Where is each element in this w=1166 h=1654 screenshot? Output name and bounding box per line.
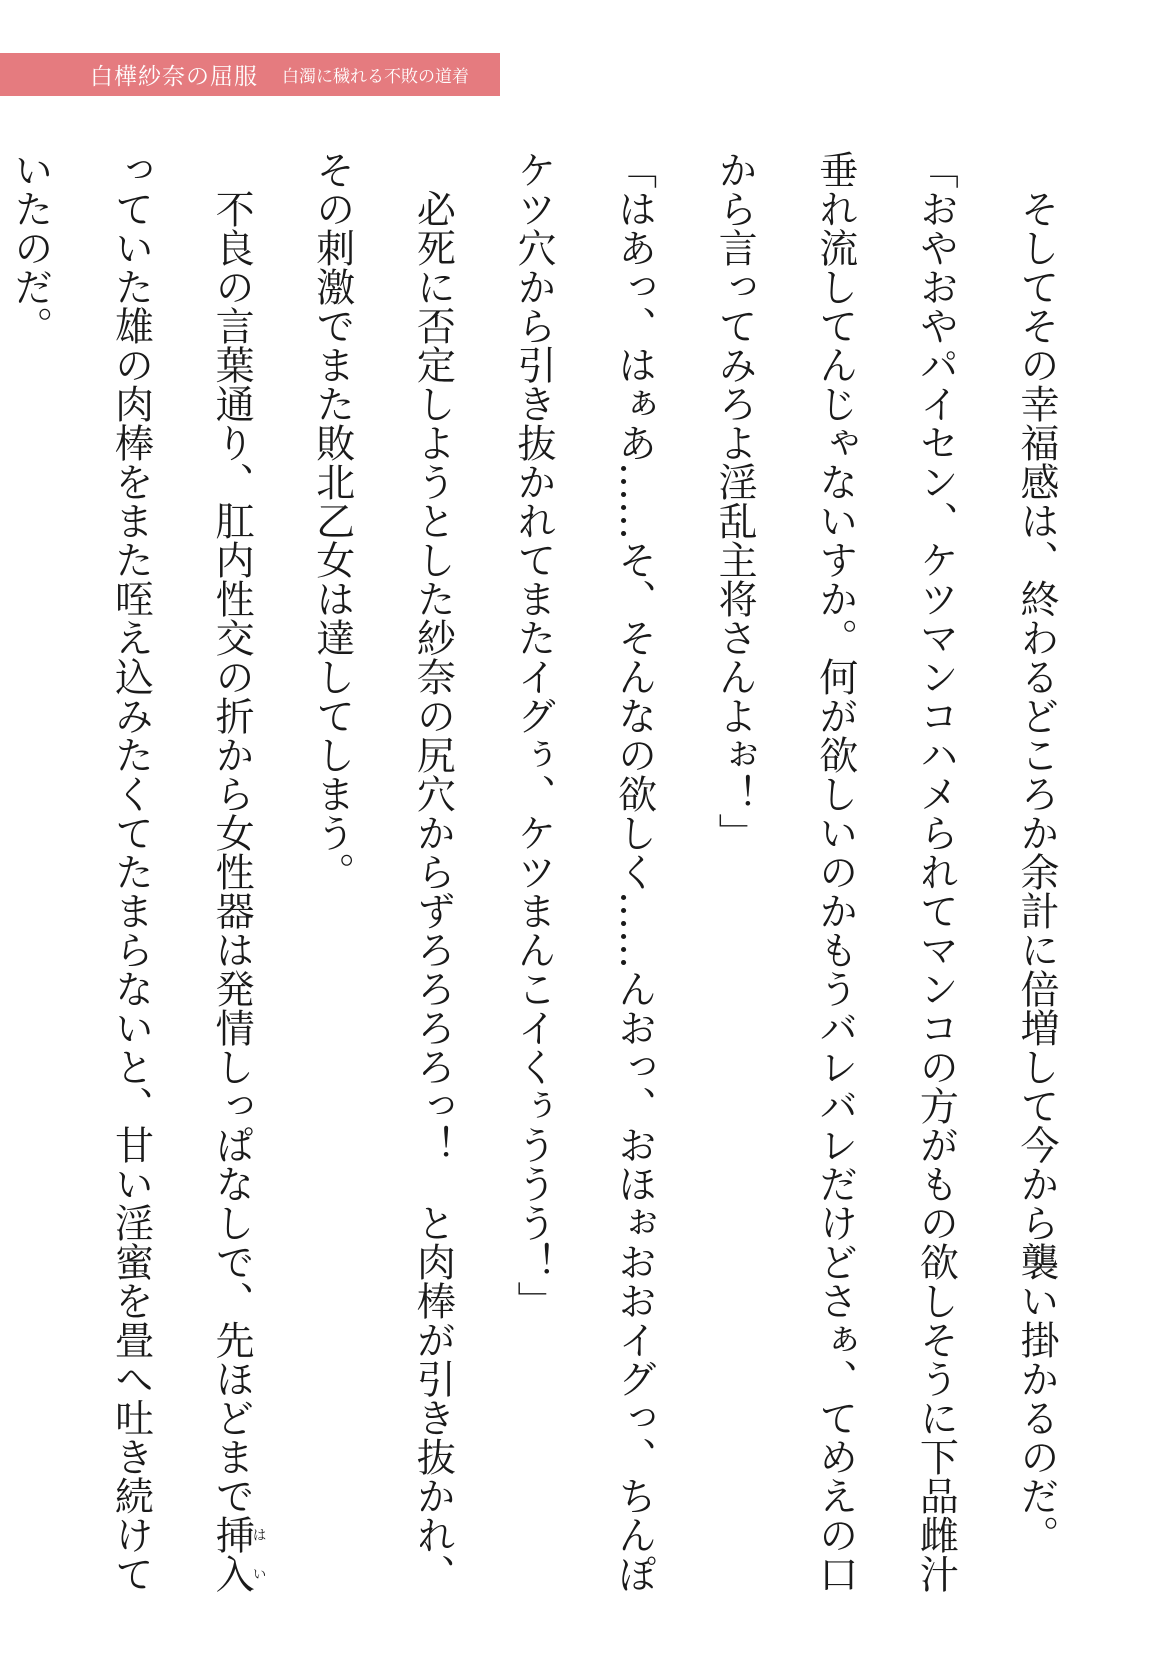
paragraph-narration: そしてその幸福感は、終わるどころか余計に倍増して今から襲い掛かるのだ。 <box>1014 150 1059 1554</box>
paragraph-dialogue: 「はあっ、はぁあ……そ、そんなの欲しく……んおっ、おほぉおおイグっ、ちんぽケツ穴から引き抜かれてまたイグぅ、ケツまんこイくぅううう！」 <box>510 150 657 1593</box>
chapter-title: 白濁に穢れる不敗の道着 <box>282 67 469 87</box>
paragraph-text: っていた雄の肉棒をまた咥え込みたくてたまらないと、甘い淫蜜を畳へ吐き続けていたのだ。 <box>7 150 154 1593</box>
paragraph-dialogue: 「おやおやパイセン、ケツマンコハメられてマンコの方がもの欲しそうに下品雌汁垂れ流してんじゃないすか。何が欲しいのかもうバレバレだけどさぁ、てめえの口から言ってみろよ淫乱主将さんよぉ！」 <box>712 150 959 1593</box>
vertical-text-body <box>7 150 1086 1620</box>
ruby-annotation <box>209 1515 267 1593</box>
ruby-base: 挿入 <box>209 1515 255 1593</box>
ruby-reading: はい <box>250 1515 267 1593</box>
paragraph-text: 不良の言葉通り、肛内性交の折から女性器は発情しっぱなしで、先ほどまで <box>209 150 255 1515</box>
running-header <box>0 53 500 96</box>
paragraph-narration-with-ruby <box>0 150 281 1620</box>
paragraph-narration: 必死に否定しようとした紗奈の尻穴からずろろろろっ！ と肉棒が引き抜かれ、その刺激でまた敗北乙女は達してしまう。 <box>309 150 456 1593</box>
book-title: 白樺紗奈の屈服 <box>90 64 258 90</box>
